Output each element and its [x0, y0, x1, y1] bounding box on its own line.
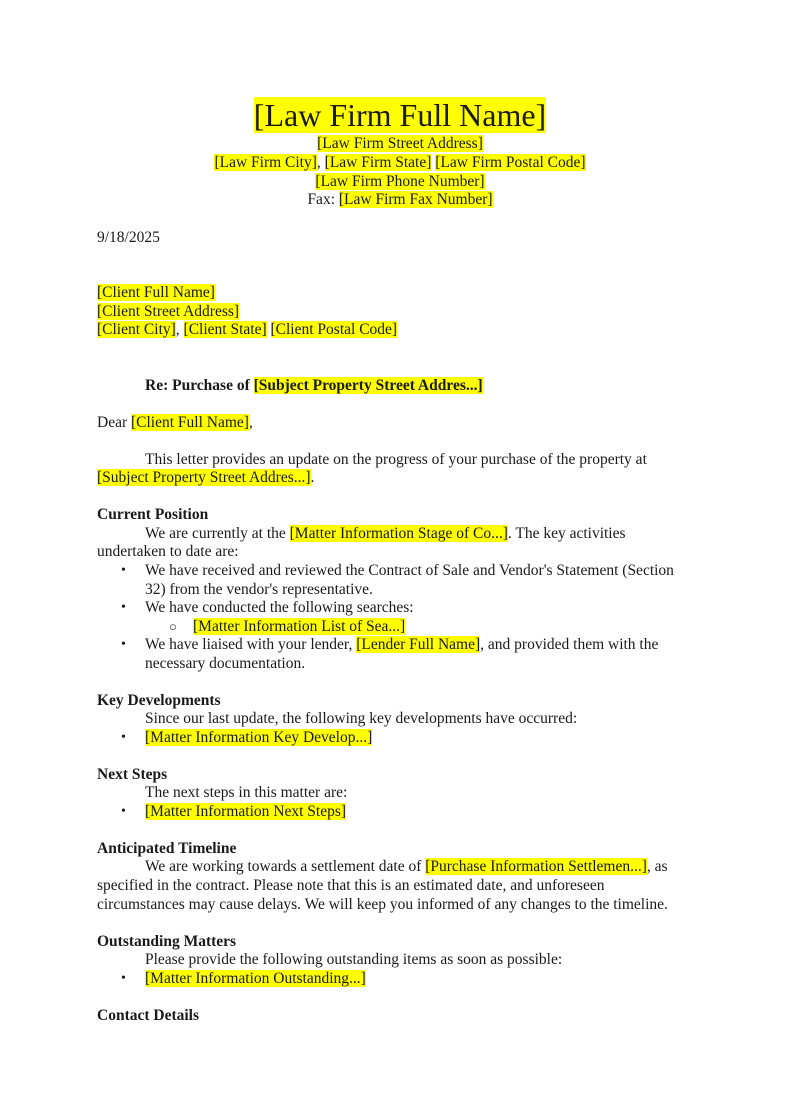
re-label: Re: Purchase of: [145, 377, 254, 394]
client-state-placeholder: [Client State]: [183, 321, 267, 338]
firm-name: [0, 96, 800, 134]
client-street-placeholder: [Client Street Address]: [97, 303, 240, 320]
intro-end: .: [310, 469, 315, 486]
current-position-line-2: undertaken to date are:: [97, 543, 239, 560]
current-position-heading: Current Position: [97, 506, 209, 523]
re-line: [145, 376, 483, 395]
client-city-separator: ,: [175, 321, 184, 338]
key-developments-heading: Key Developments: [97, 692, 221, 709]
key-developments-text: Since our last update, the following key developments have occurred:: [145, 710, 578, 727]
firm-fax-placeholder: [Law Firm Fax Number]: [338, 191, 493, 208]
firm-phone-placeholder: [Law Firm Phone Number]: [315, 173, 485, 190]
client-city-placeholder: [Client City]: [97, 321, 176, 338]
contact-heading: Contact Details: [97, 1007, 200, 1024]
lender-placeholder: [Lender Full Name]: [356, 636, 481, 653]
outstanding-bullet: [145, 969, 366, 988]
firm-state-placeholder: [Law Firm State]: [324, 154, 432, 171]
next-steps-text: The next steps in this matter are:: [145, 784, 348, 801]
letter-date: 9/18/2025: [97, 229, 160, 246]
current-position-bullet-3: [145, 635, 658, 654]
current-position-bullet-1-cont: 32) from the vendor's representative.: [145, 581, 373, 598]
bullet3-text-a: We have liaised with your lender,: [145, 636, 357, 653]
next-steps-placeholder: [Matter Information Next Steps]: [145, 803, 347, 820]
next-steps-bullet: [145, 802, 346, 821]
current-position-bullet-3-cont: necessary documentation.: [145, 655, 306, 672]
intro-property-placeholder: [Subject Property Street Addres...]: [97, 469, 311, 486]
next-steps-heading: Next Steps: [97, 766, 168, 783]
current-position-bullet-1: • We have received and reviewed the Contract of Sale and Vendor's Statement (Section: [145, 561, 674, 580]
firm-city-line: [0, 153, 800, 172]
timeline-line-1: [145, 857, 668, 876]
firm-name-placeholder: [Law Firm Full Name]: [253, 97, 547, 133]
outstanding-placeholder: [Matter Information Outstanding...]: [145, 970, 366, 987]
timeline-line-2: specified in the contract. Please note that this is an estimated date, and unforeseen: [97, 877, 605, 894]
timeline-text-a: We are working towards a settlement date of: [145, 858, 426, 875]
firm-city-placeholder: [Law Firm City]: [214, 154, 317, 171]
current-position-bullet-2: • We have conducted the following searches:: [145, 598, 414, 617]
bullet3-text-b: , and provided them with the: [480, 636, 659, 653]
client-city-line: [97, 320, 397, 339]
firm-street-placeholder: [Law Firm Street Address]: [317, 135, 483, 152]
client-name-line: [97, 283, 215, 302]
settlement-placeholder: [Purchase Information Settlemen...]: [425, 858, 647, 875]
firm-street: [0, 134, 800, 153]
stage-placeholder: [Matter Information Stage of Co...]: [289, 525, 508, 542]
re-property-placeholder: [Subject Property Street Addres...]: [253, 377, 483, 394]
searches-sub-bullet: [193, 617, 405, 636]
timeline-text-b: , as: [646, 858, 668, 875]
firm-city-separator: ,: [316, 154, 325, 171]
current-position-text-b: . The key activities: [507, 525, 626, 542]
firm-postal-placeholder: [Law Firm Postal Code]: [435, 154, 586, 171]
salutation-name-placeholder: [Client Full Name]: [131, 414, 249, 431]
salutation-dear: Dear: [97, 414, 131, 431]
intro-line-1: This letter provides an update on the progress of your purchase of the property at: [145, 451, 647, 468]
key-developments-bullet: [145, 728, 372, 747]
client-postal-placeholder: [Client Postal Code]: [270, 321, 398, 338]
timeline-heading: Anticipated Timeline: [97, 840, 237, 857]
timeline-line-3: circumstances may cause delays. We will keep you informed of any changes to the timeline.: [97, 896, 668, 913]
firm-fax-line: [0, 190, 800, 209]
outstanding-heading: Outstanding Matters: [97, 933, 237, 950]
client-street-line: [97, 302, 239, 321]
current-position-line-1: [145, 524, 626, 543]
client-name-placeholder: [Client Full Name]: [97, 284, 215, 301]
firm-phone: [0, 172, 800, 191]
salutation: [97, 413, 253, 432]
current-position-text-a: We are currently at the: [145, 525, 290, 542]
intro-line-2: [97, 468, 314, 487]
fax-label: Fax:: [307, 191, 339, 208]
key-developments-placeholder: [Matter Information Key Develop...]: [145, 729, 373, 746]
salutation-comma: ,: [248, 414, 253, 431]
searches-placeholder: [Matter Information List of Sea...]: [193, 618, 406, 635]
outstanding-text: Please provide the following outstanding items as soon as possible:: [145, 951, 563, 968]
